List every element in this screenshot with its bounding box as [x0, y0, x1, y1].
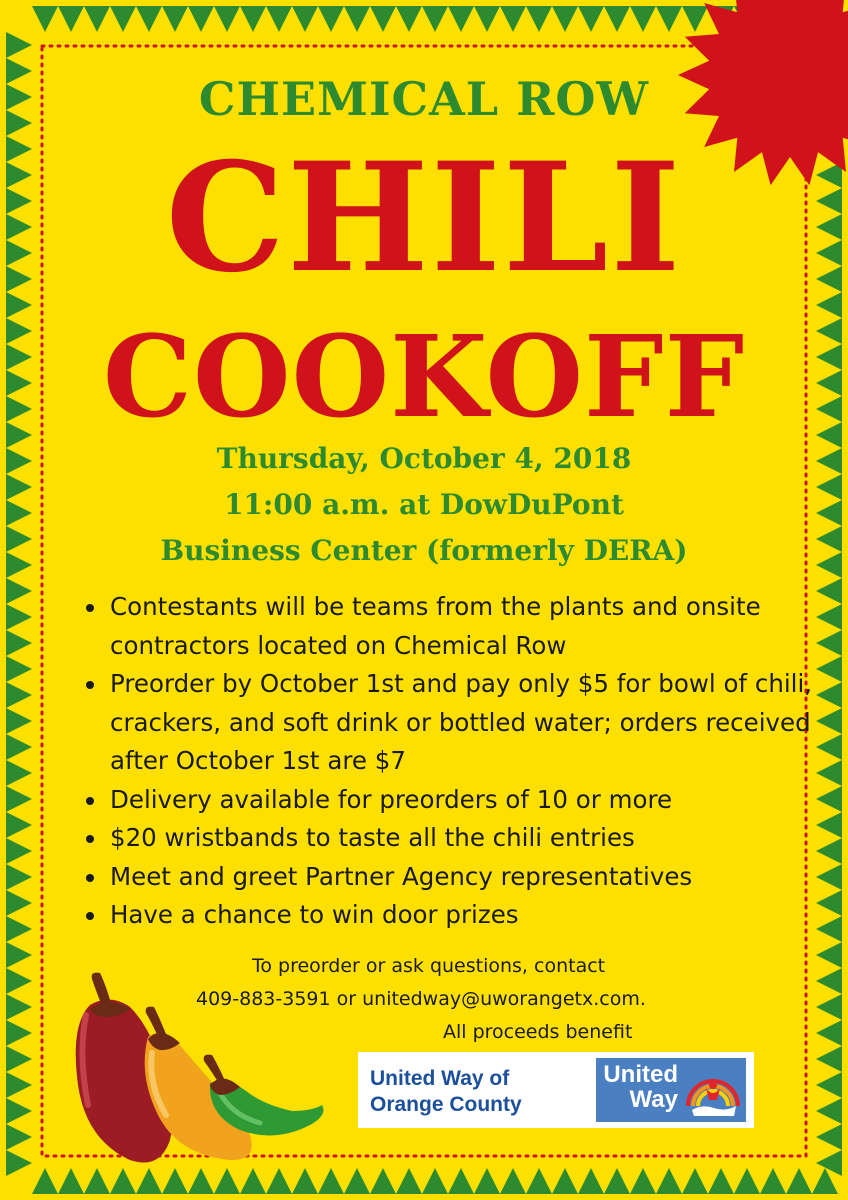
sponsor-name	[370, 1066, 522, 1118]
border-triangle	[526, 6, 552, 32]
border-triangle	[578, 6, 604, 32]
border-triangle	[32, 1168, 58, 1194]
sponsor-name-line2: Orange County	[370, 1093, 522, 1116]
border-triangle	[816, 1150, 842, 1176]
border-triangle	[708, 1168, 734, 1194]
contact-details: 409-883-3591 or unitedway@uworangetx.com.	[196, 988, 646, 1010]
border-triangle	[6, 838, 32, 864]
border-triangle	[6, 1124, 32, 1150]
border-triangle	[6, 604, 32, 630]
details-list	[78, 588, 828, 935]
contact-instructions: To preorder or ask questions, contact	[252, 955, 606, 977]
list-item: • Contestants will be teams from the plants and onsite contractors located on Chemical Row	[108, 588, 828, 665]
border-triangle	[136, 6, 162, 32]
border-triangle	[422, 1168, 448, 1194]
border-triangle	[6, 968, 32, 994]
sponsor-name-line1: United Way of	[370, 1067, 510, 1090]
border-triangle	[110, 6, 136, 32]
border-triangle	[474, 1168, 500, 1194]
border-triangle	[6, 1072, 32, 1098]
list-item: • $20 wristbands to taste all the chili entries	[108, 819, 828, 858]
border-triangle	[816, 1072, 842, 1098]
event-venue: Business Center (formerly DERA)	[160, 534, 688, 567]
border-triangle	[188, 6, 214, 32]
list-item: • Have a chance to win door prizes	[108, 896, 828, 935]
border-triangle	[656, 1168, 682, 1194]
border-triangle	[6, 916, 32, 942]
title-chili: CHILI	[165, 130, 683, 306]
border-triangle	[816, 1098, 842, 1124]
list-item: • Meet and greet Partner Agency representatives	[108, 858, 828, 897]
border-triangle	[682, 6, 708, 32]
title-cookoff: COOKOFF	[102, 312, 746, 443]
border-triangle	[370, 1168, 396, 1194]
border-triangle	[6, 656, 32, 682]
border-triangle	[6, 682, 32, 708]
border-triangle	[344, 1168, 370, 1194]
border-triangle	[448, 1168, 474, 1194]
border-triangle	[500, 1168, 526, 1194]
border-triangle	[6, 942, 32, 968]
event-organizer-title: CHEMICAL ROW	[198, 72, 650, 126]
border-triangle	[786, 1168, 812, 1194]
border-triangle	[6, 1098, 32, 1124]
border-triangle	[500, 6, 526, 32]
border-triangle	[816, 994, 842, 1020]
border-triangle	[448, 6, 474, 32]
border-triangle	[84, 6, 110, 32]
border-triangle	[6, 994, 32, 1020]
border-triangle	[32, 6, 58, 32]
border-triangle	[6, 864, 32, 890]
border-triangle	[552, 1168, 578, 1194]
border-triangle	[396, 6, 422, 32]
border-triangle	[552, 6, 578, 32]
proceeds-note: All proceeds benefit	[443, 1021, 633, 1043]
sponsor-panel	[358, 1052, 754, 1128]
event-date: Thursday, October 4, 2018	[216, 442, 632, 475]
border-triangle	[370, 6, 396, 32]
border-triangle	[526, 1168, 552, 1194]
border-triangle	[6, 760, 32, 786]
united-way-hand-icon	[684, 1062, 742, 1118]
border-triangle	[816, 1124, 842, 1150]
border-triangle	[682, 1168, 708, 1194]
border-triangle	[214, 6, 240, 32]
border-triangle	[6, 786, 32, 812]
event-time-place: 11:00 a.m. at DowDuPont	[224, 488, 624, 521]
border-triangle	[6, 812, 32, 838]
border-triangle	[6, 1150, 32, 1176]
border-triangle	[6, 734, 32, 760]
border-triangle	[6, 708, 32, 734]
border-triangle	[760, 1168, 786, 1194]
list-item: • Preorder by October 1st and pay only $5 for bowl of chili, crackers, and soft drink or bottled water; orders received after October 1st are $7	[108, 665, 828, 781]
border-triangle	[162, 6, 188, 32]
border-triangle	[318, 6, 344, 32]
border-triangle	[604, 1168, 630, 1194]
border-triangle	[630, 1168, 656, 1194]
border-triangle	[292, 6, 318, 32]
border-triangle	[816, 1020, 842, 1046]
border-triangle	[396, 1168, 422, 1194]
border-triangle	[6, 32, 32, 58]
border-triangle	[240, 6, 266, 32]
united-way-logo	[596, 1058, 746, 1122]
border-triangle	[6, 890, 32, 916]
border-triangle	[474, 6, 500, 32]
border-triangle	[6, 1046, 32, 1072]
list-item: • Delivery available for preorders of 10 or more	[108, 781, 828, 820]
border-triangle	[6, 1020, 32, 1046]
border-triangle	[630, 6, 656, 32]
logo-line1: United	[603, 1061, 678, 1088]
border-triangle	[816, 968, 842, 994]
logo-line2: Way	[629, 1086, 678, 1113]
logo-wordmark	[602, 1062, 678, 1112]
border-triangle	[816, 942, 842, 968]
border-triangle	[58, 6, 84, 32]
border-triangle	[734, 1168, 760, 1194]
border-triangle	[422, 6, 448, 32]
border-triangle	[344, 6, 370, 32]
border-triangle	[656, 6, 682, 32]
border-triangle	[266, 6, 292, 32]
border-triangle	[6, 578, 32, 604]
border-triangle	[604, 6, 630, 32]
border-triangle	[816, 1046, 842, 1072]
border-triangle	[578, 1168, 604, 1194]
border-triangle	[6, 630, 32, 656]
